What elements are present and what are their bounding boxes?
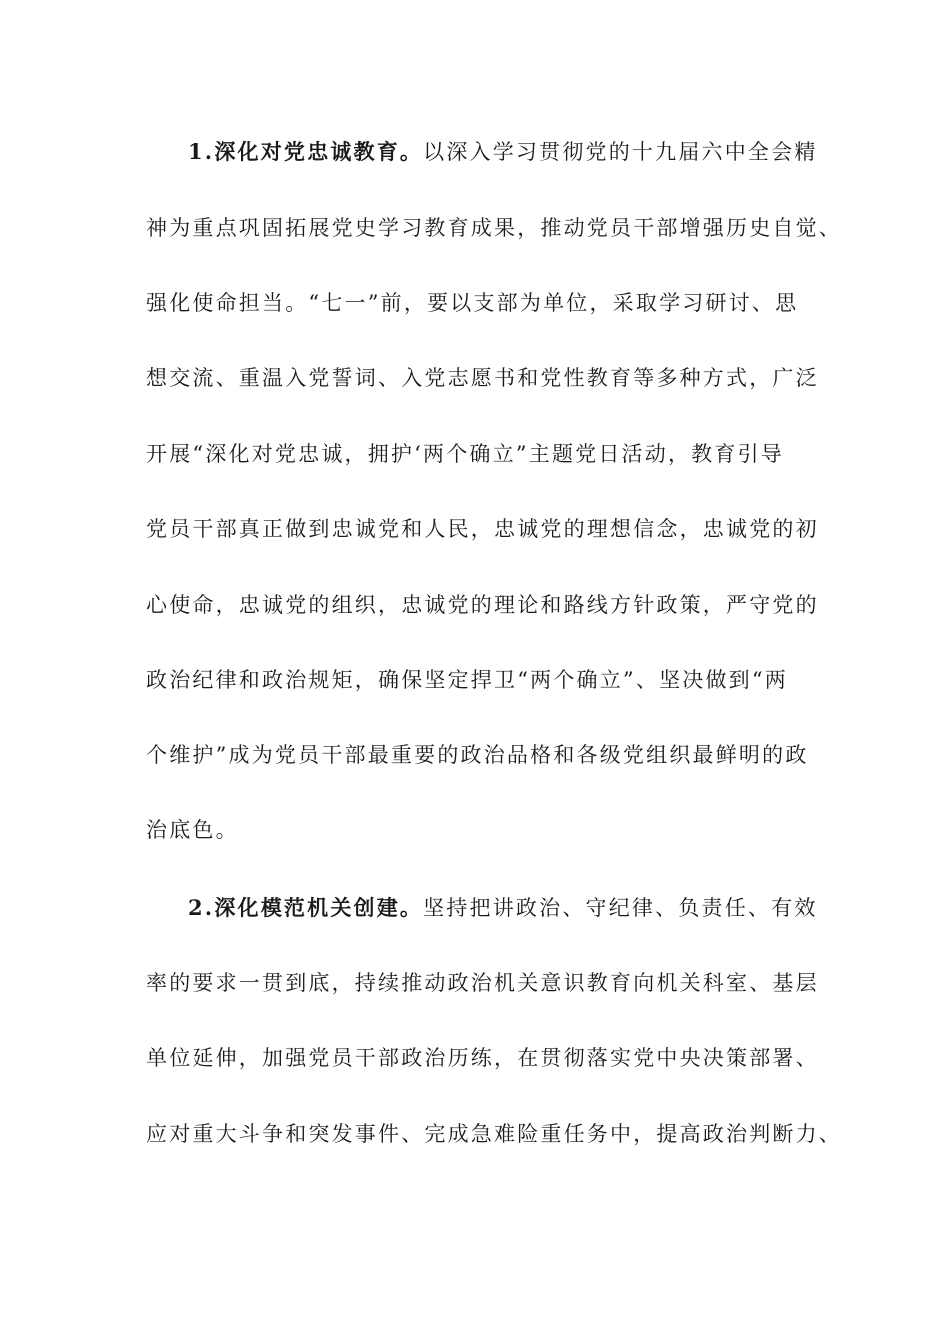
paragraph-1-line-8: 政治纪律和政治规矩，确保坚定捍卫“两个确立”、坚决做到“两 [146,668,789,692]
paragraph-1-line-10: 治底色。 [146,818,239,842]
paragraph-1-line-1 [188,137,818,167]
paragraph-1-line-2: 神为重点巩固拓展党史学习教育成果，推动党员干部增强历史自觉、 [146,216,842,240]
paragraph-1-heading: 1.深化对党忠诚教育。 [188,139,424,164]
paragraph-1-text: 以深入学习贯彻党的十九届六中全会精 [423,140,818,164]
paragraph-2-line-1 [188,893,818,923]
paragraph-1-line-5: 开展“深化对党忠诚，拥护‘两个确立”主题党日活动，教育引导 [146,442,784,466]
paragraph-2-line-3: 单位延伸，加强党员干部政治历练，在贯彻落实党中央决策部署、 [146,1046,819,1070]
paragraph-1-line-4: 想交流、重温入党誓词、入党志愿书和党性教育等多种方式，广泛 [146,366,819,390]
paragraph-1-line-7: 心使命，忠诚党的组织，忠诚党的理论和路线方针政策，严守党的 [146,593,819,617]
paragraph-1-line-3: 强化使命担当。“七一”前，要以支部为单位，采取学习研讨、思 [146,291,799,315]
paragraph-2-heading: 2.深化模范机关创建。 [188,895,424,920]
paragraph-1-line-9: 个维护”成为党员干部最重要的政治品格和各级党组织最鲜明的政 [146,743,809,767]
paragraph-2-line-4: 应对重大斗争和突发事件、完成急难险重任务中，提高政治判断力、 [146,1122,842,1146]
paragraph-2-line-2: 率的要求一贯到底，持续推动政治机关意识教育向机关科室、基层 [146,971,819,995]
paragraph-1-line-6: 党员干部真正做到忠诚党和人民，忠诚党的理想信念，忠诚党的初 [146,517,819,541]
paragraph-2-text: 坚持把讲政治、守纪律、负责任、有效 [423,896,818,920]
